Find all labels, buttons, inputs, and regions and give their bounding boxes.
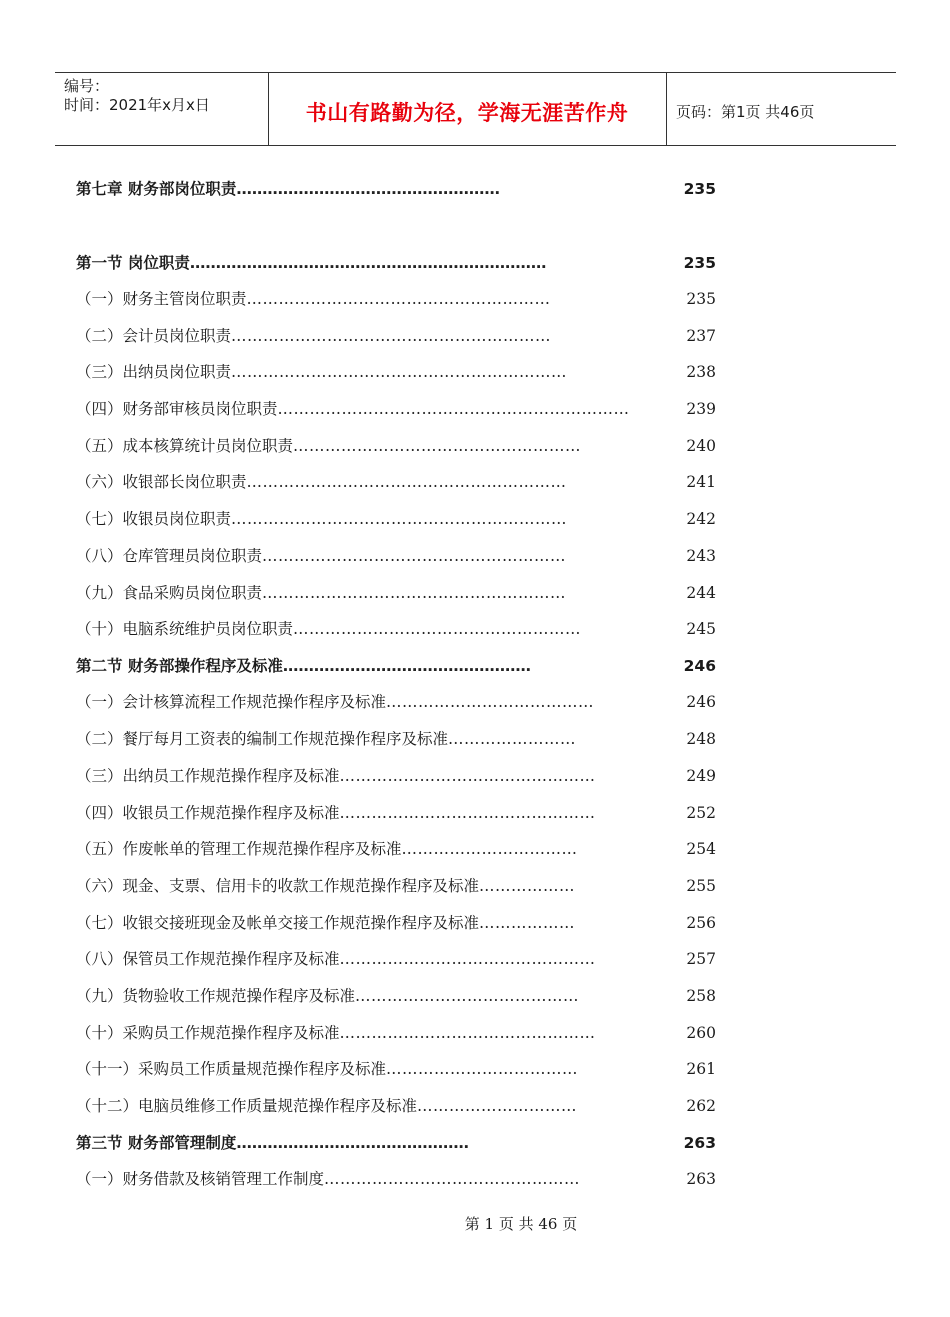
toc-item: （五）作废帐单的管理工作规范操作程序及标准 …………………………… 254 <box>76 840 716 858</box>
toc-chapter: 第七章 财务部岗位职责 …………………………………………… 235 <box>76 180 716 198</box>
toc-item: （三）出纳员岗位职责 ……………………………………………………… 238 <box>76 363 716 381</box>
toc-item: （九）货物验收工作规范操作程序及标准 …………………………………… 258 <box>76 987 716 1005</box>
toc-item: （十）采购员工作规范操作程序及标准 ………………………………………… 260 <box>76 1024 716 1042</box>
motto: 书山有路勤为径，学海无涯苦作舟 <box>305 101 629 125</box>
toc-item: （七）收银员岗位职责 ……………………………………………………… 242 <box>76 510 716 528</box>
toc-item: （七）收银交接班现金及帐单交接工作规范操作程序及标准 ……………… 256 <box>76 914 716 932</box>
toc-item: （四）收银员工作规范操作程序及标准 ………………………………………… 252 <box>76 804 716 822</box>
document-time: 时间：2021年x月x日 <box>64 96 210 114</box>
toc-item: （一）财务借款及核销管理工作制度 ………………………………………… 263 <box>76 1170 716 1188</box>
document-number-label: 编号： <box>64 77 110 95</box>
toc-item: （二）会计员岗位职责 …………………………………………………… 237 <box>76 327 716 345</box>
header-page-info: 页码：第1页 共46页 <box>676 103 815 121</box>
toc-item: （六）收银部长岗位职责 …………………………………………………… 241 <box>76 473 716 491</box>
toc-item: （二）餐厅每月工资表的编制工作规范操作程序及标准 …………………… 248 <box>76 730 716 748</box>
toc-item: （十一）采购员工作质量规范操作程序及标准 ……………………………… 261 <box>76 1060 716 1078</box>
toc-item: （四）财务部审核员岗位职责 ………………………………………………………… 239 <box>76 400 716 418</box>
toc-item: （三）出纳员工作规范操作程序及标准 ………………………………………… 249 <box>76 767 716 785</box>
toc-item: （六）现金、支票、信用卡的收款工作规范操作程序及标准 ……………… 255 <box>76 877 716 895</box>
toc-item: （五）成本核算统计员岗位职责 ……………………………………………… 240 <box>76 437 716 455</box>
toc-section: 第三节 财务部管理制度 ……………………………………… 263 <box>76 1134 716 1152</box>
toc-item: （十）电脑系统维护员岗位职责 ……………………………………………… 245 <box>76 620 716 638</box>
toc-section: 第二节 财务部操作程序及标准 ………………………………………… 246 <box>76 657 716 675</box>
toc-item: （十二）电脑员维修工作质量规范操作程序及标准 ………………………… 262 <box>76 1097 716 1115</box>
page-footer: 第 1 页 共 46 页 <box>464 1215 578 1233</box>
toc-section: 第一节 岗位职责 …………………………………………………………… 235 <box>76 254 716 272</box>
toc-item: （一）会计核算流程工作规范操作程序及标准 ………………………………… 246 <box>76 693 716 711</box>
toc-item: （八）仓库管理员岗位职责 ………………………………………………… 243 <box>76 547 716 565</box>
toc-item: （八）保管员工作规范操作程序及标准 ………………………………………… 257 <box>76 950 716 968</box>
toc-item: （一）财务主管岗位职责 ………………………………………………… 235 <box>76 290 716 308</box>
toc-item: （九）食品采购员岗位职责 ………………………………………………… 244 <box>76 584 716 602</box>
